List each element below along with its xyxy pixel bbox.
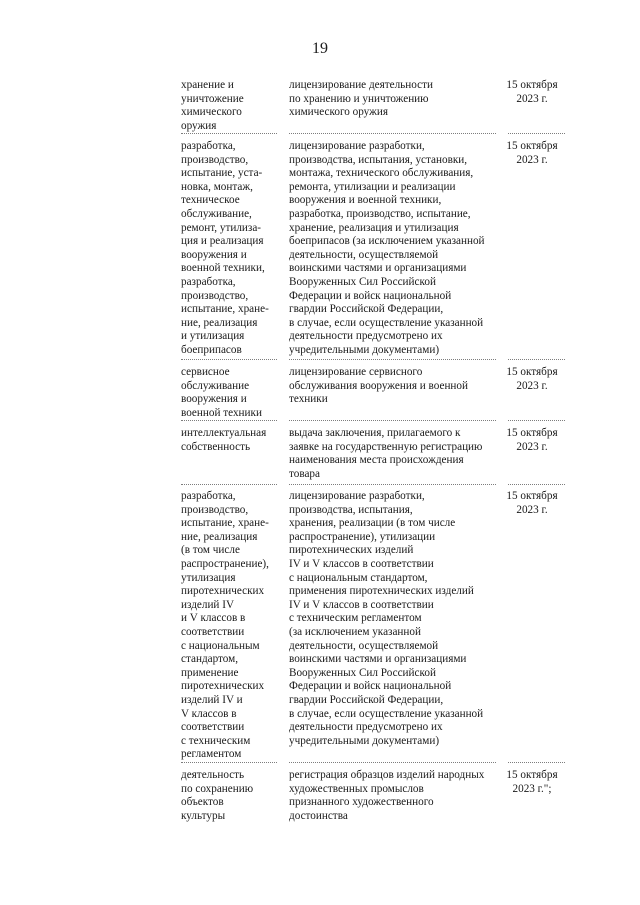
cell-line: уничтожение	[181, 92, 244, 105]
cell-line: военной техники	[181, 406, 262, 419]
cell-line: соответствии	[181, 721, 245, 734]
cell-line: испытание, хране-	[181, 303, 269, 316]
row-separator	[181, 133, 277, 134]
activity-cell	[181, 366, 281, 420]
cell-line: производства, испытания, установки,	[289, 153, 468, 166]
cell-line: ция и реализация	[181, 235, 264, 248]
row-separator	[181, 359, 277, 360]
date-cell	[499, 79, 565, 106]
cell-line: 15 октября	[506, 427, 558, 439]
cell-line: воинскими частями и организациями	[289, 262, 467, 275]
cell-line: новка, монтаж,	[181, 180, 253, 193]
cell-line: ремонта, утилизации и реализации	[289, 180, 456, 193]
cell-line: лицензирование разработки,	[289, 490, 425, 502]
date-cell	[499, 490, 565, 517]
cell-line: производство,	[181, 503, 249, 516]
cell-line: сервисное	[181, 366, 230, 378]
cell-line: обслуживание,	[181, 207, 252, 220]
cell-line: регламентом	[181, 748, 242, 761]
cell-line: с национальным стандартом,	[289, 571, 428, 584]
cell-line: ние, реализация	[181, 316, 258, 329]
cell-line: в случае, если осуществление указанной	[289, 707, 484, 720]
cell-line: вооружения и военной техники,	[289, 194, 442, 207]
cell-line: применение	[181, 666, 239, 679]
row-separator	[181, 484, 277, 485]
cell-line: (в том числе	[181, 544, 240, 557]
cell-line: техники	[289, 393, 328, 406]
cell-line: ние, реализация	[181, 530, 258, 543]
cell-line: обслуживания вооружения и военной	[289, 379, 469, 392]
service-cell	[289, 427, 501, 481]
cell-line: 15 октября	[506, 366, 558, 378]
cell-line: монтажа, технического обслуживания,	[289, 167, 474, 180]
activity-cell	[181, 427, 281, 454]
cell-line: техническое	[181, 194, 240, 207]
cell-line: вооружения и	[181, 248, 247, 261]
cell-line: боеприпасов (за исключением указанной	[289, 235, 485, 248]
cell-line: испытание, уста-	[181, 167, 263, 180]
cell-line: V классов в	[181, 707, 237, 720]
cell-line: в случае, если осуществление указанной	[289, 316, 484, 329]
date-cell	[499, 366, 565, 393]
cell-line: Федерации и войск национальной	[289, 289, 452, 302]
row-separator	[181, 762, 277, 763]
cell-line: хранение и	[181, 79, 234, 91]
row-separator	[289, 359, 496, 360]
cell-line: 15 октября	[506, 769, 558, 781]
cell-line: разработка,	[181, 140, 236, 152]
cell-line: хранение, реализация и утилизация	[289, 221, 459, 234]
row-separator	[289, 133, 496, 134]
cell-line: военной техники,	[181, 262, 265, 275]
cell-line: пиротехнических	[181, 585, 265, 598]
cell-line: 2023 г.	[516, 92, 548, 105]
row-separator	[508, 420, 565, 421]
row-separator	[508, 762, 565, 763]
cell-line: с техническим	[181, 734, 251, 747]
cell-line: Федерации и войск национальной	[289, 680, 452, 693]
cell-line: по хранению и уничтожению	[289, 92, 429, 105]
cell-line: (за исключением указанной	[289, 625, 421, 638]
cell-line: регистрация образцов изделий народных	[289, 769, 485, 781]
row-separator	[508, 484, 565, 485]
row-separator	[289, 762, 496, 763]
activity-cell	[181, 490, 281, 762]
cell-line: собственность	[181, 440, 251, 453]
cell-line: учредительными документами)	[289, 734, 440, 747]
cell-line: гвардии Российской Федерации,	[289, 303, 444, 316]
cell-line: с техническим регламентом	[289, 612, 422, 625]
cell-line: и V классов в	[181, 612, 246, 625]
cell-line: наименования места происхождения	[289, 454, 464, 467]
cell-line: вооружения и	[181, 393, 247, 406]
cell-line: соответствии	[181, 625, 245, 638]
service-cell	[289, 140, 501, 358]
service-cell	[289, 490, 501, 748]
cell-line: по сохранению	[181, 782, 254, 795]
cell-line: товара	[289, 467, 320, 480]
cell-line: заявке на государственную регистрацию	[289, 440, 483, 453]
cell-line: с национальным	[181, 639, 260, 652]
cell-line: IV и V классов в соответствии	[289, 598, 434, 611]
cell-line: художественных промыслов	[289, 782, 424, 795]
cell-line: лицензирование сервисного	[289, 366, 423, 378]
cell-line: 2023 г.	[516, 379, 548, 392]
cell-line: IV и V классов в соответствии	[289, 557, 434, 570]
cell-line: и утилизация	[181, 330, 245, 343]
cell-line: изделий IV и	[181, 693, 243, 706]
cell-line: Вооруженных Сил Российской	[289, 666, 436, 679]
cell-line: признанного художественного	[289, 796, 434, 809]
cell-line: 2023 г.	[516, 153, 548, 166]
cell-line: разработка,	[181, 490, 236, 502]
cell-line: воинскими частями и организациями	[289, 653, 467, 666]
cell-line: разработка, производство, испытание,	[289, 207, 471, 220]
cell-line: 2023 г.	[516, 503, 548, 516]
cell-line: деятельности, осуществляемой	[289, 248, 439, 261]
cell-line: Вооруженных Сил Российской	[289, 275, 436, 288]
activity-cell	[181, 79, 281, 133]
cell-line: утилизация	[181, 571, 236, 584]
cell-line: пиротехнических	[181, 680, 265, 693]
cell-line: применения пиротехнических изделий	[289, 585, 474, 598]
service-cell	[289, 79, 501, 120]
cell-line: разработка,	[181, 275, 236, 288]
cell-line: химического оружия	[289, 106, 388, 119]
cell-line: боеприпасов	[181, 343, 242, 356]
cell-line: лицензирование деятельности	[289, 79, 433, 91]
cell-line: оружия	[181, 119, 217, 132]
row-separator	[289, 420, 496, 421]
cell-line: химического	[181, 106, 242, 119]
cell-line: хранения, реализации (в том числе	[289, 517, 456, 530]
activity-cell	[181, 140, 281, 358]
cell-line: распространение), утилизации	[289, 530, 436, 543]
cell-line: учредительными документами)	[289, 343, 440, 356]
cell-line: производства, испытания,	[289, 503, 413, 516]
cell-line: 2023 г.";	[512, 782, 552, 795]
cell-line: ремонт, утилиза-	[181, 221, 262, 234]
service-cell	[289, 769, 501, 823]
cell-line: испытание, хране-	[181, 517, 269, 530]
cell-line: обслуживание	[181, 379, 250, 392]
cell-line: распространение),	[181, 557, 269, 570]
date-cell	[499, 427, 565, 454]
row-separator	[508, 133, 565, 134]
cell-line: изделий IV	[181, 598, 235, 611]
cell-line: лицензирование разработки,	[289, 140, 425, 152]
cell-line: культуры	[181, 809, 226, 822]
cell-line: интеллектуальная	[181, 427, 267, 439]
cell-line: деятельности, осуществляемой	[289, 639, 439, 652]
cell-line: 15 октября	[506, 490, 558, 502]
cell-line: выдача заключения, прилагаемого к	[289, 427, 461, 439]
activity-cell	[181, 769, 281, 823]
cell-line: деятельность	[181, 769, 245, 781]
cell-line: деятельности предусмотрено их	[289, 330, 443, 343]
cell-line: производство,	[181, 153, 249, 166]
cell-line: гвардии Российской Федерации,	[289, 693, 444, 706]
cell-line: деятельности предусмотрено их	[289, 721, 443, 734]
cell-line: пиротехнических изделий	[289, 544, 414, 557]
service-cell	[289, 366, 501, 407]
cell-line: 2023 г.	[516, 440, 548, 453]
page-number: 19	[312, 40, 328, 57]
cell-line: 15 октября	[506, 140, 558, 152]
row-separator	[289, 484, 496, 485]
date-cell	[499, 140, 565, 167]
date-cell	[499, 769, 565, 796]
cell-line: стандартом,	[181, 653, 239, 666]
cell-line: производство,	[181, 289, 249, 302]
cell-line: 15 октября	[506, 79, 558, 91]
row-separator	[181, 420, 277, 421]
row-separator	[508, 359, 565, 360]
cell-line: объектов	[181, 796, 224, 809]
cell-line: достоинства	[289, 809, 348, 822]
